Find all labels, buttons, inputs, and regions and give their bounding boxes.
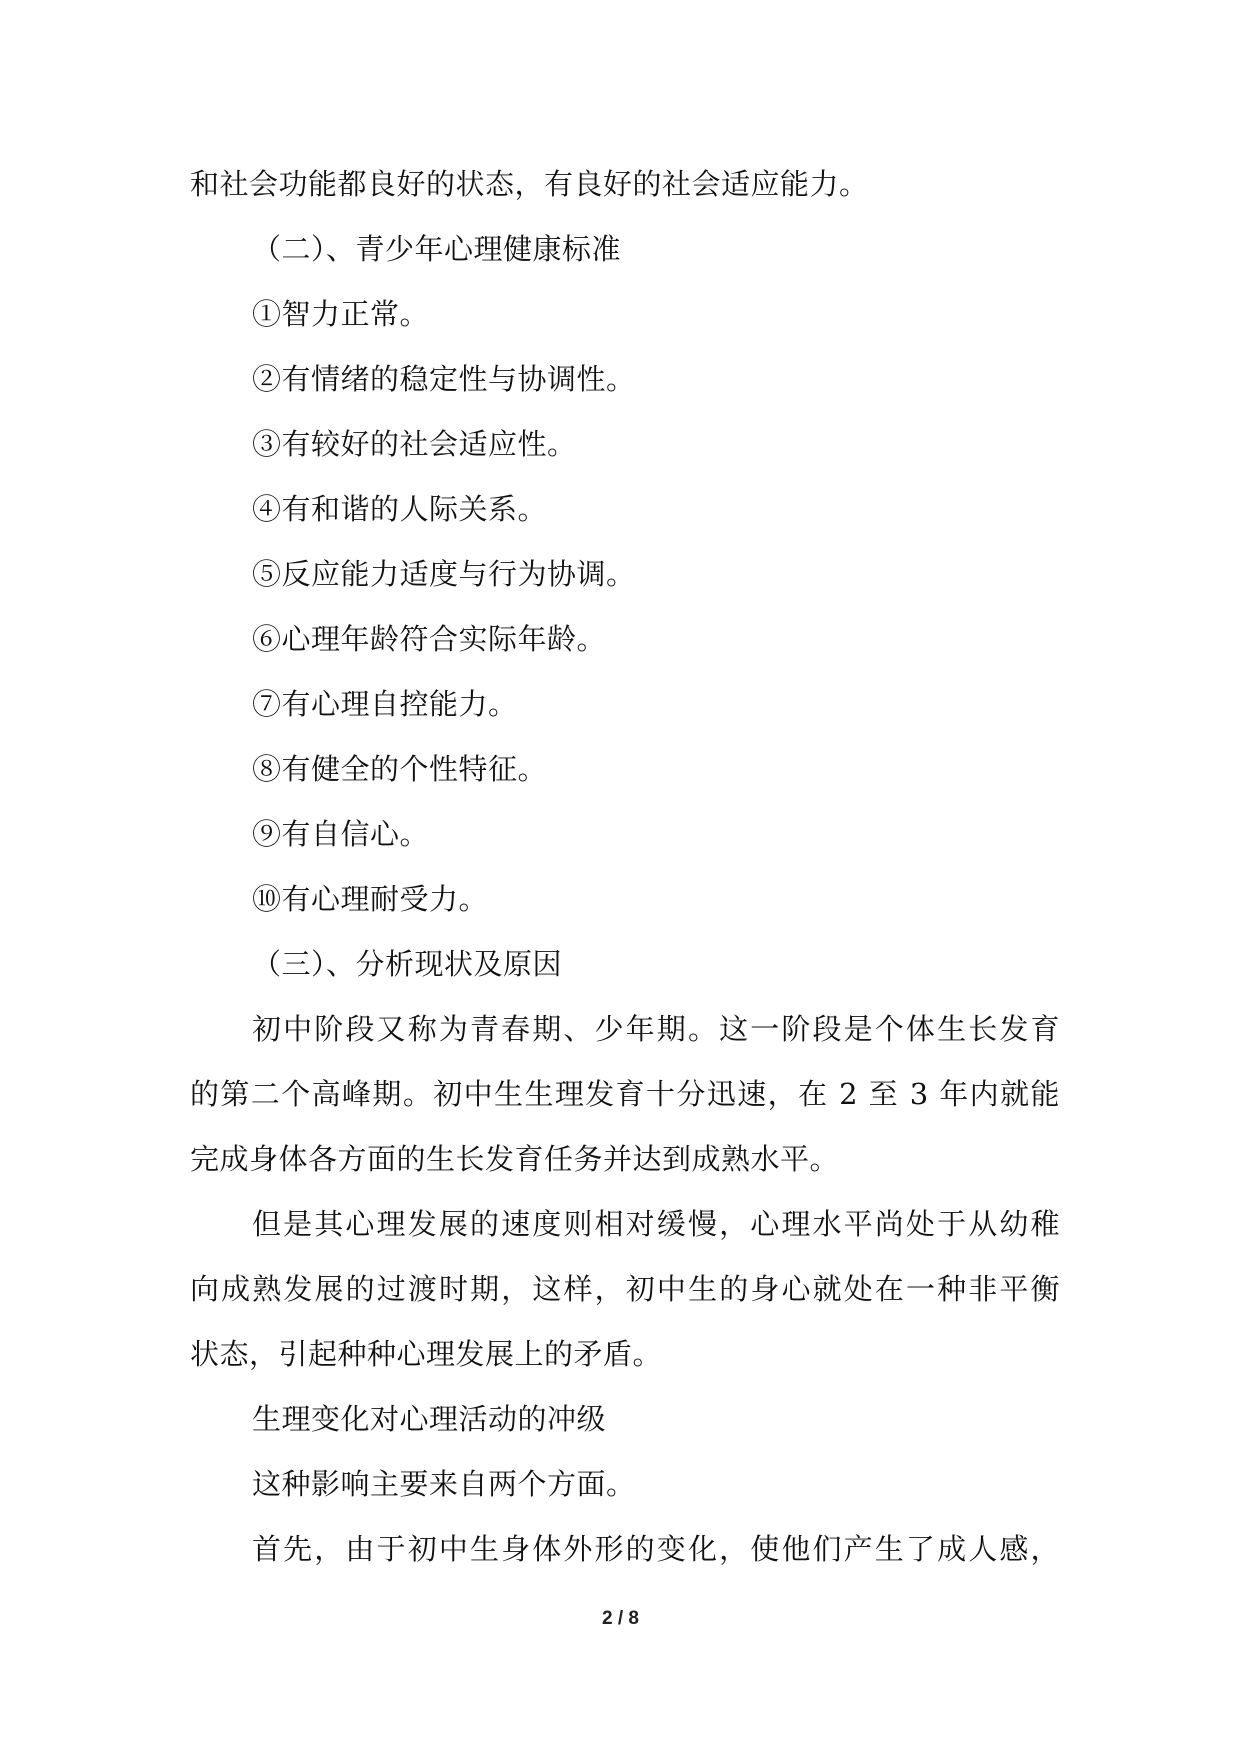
page-number: 2 / 8 [602,1608,639,1629]
paragraph-line: 向成熟发展的过渡时期，这样，初中生的身心就处在一种非平衡 [190,1272,1060,1306]
document-body [190,152,1060,1582]
paragraph-line: 但是其心理发展的速度则相对缓慢，心理水平尚处于从幼稚 [252,1207,1060,1241]
paragraph-line: 初中阶段又称为青春期、少年期。这一阶段是个体生长发育 [252,1012,1060,1046]
section-heading-2: （二）、青少年心理健康标准 [252,232,622,266]
text-line: 和社会功能都良好的状态，有良好的社会适应能力。 [190,167,869,201]
list-item: ③有较好的社会适应性。 [252,427,577,461]
paragraph-adolescence [190,997,1060,1192]
list-item: ⑧有健全的个性特征。 [252,752,548,786]
paragraph-psychology [190,1192,1060,1387]
list-item: ②有情绪的稳定性与协调性。 [252,362,636,396]
list-item: ①智力正常。 [252,297,430,331]
list-item: ⑩有心理耐受力。 [252,882,489,916]
paragraph-line: 完成身体各方面的生长发育任务并达到成熟水平。 [190,1142,840,1176]
list-item: ⑤反应能力适度与行为协调。 [252,557,636,591]
list-item: ④有和谐的人际关系。 [252,492,548,526]
paragraph-line: 状态，引起种种心理发展上的矛盾。 [190,1337,663,1371]
text-line: 首先，由于初中生身体外形的变化，使他们产生了成人感， [252,1532,1060,1566]
text-line: 这种影响主要来自两个方面。 [252,1467,636,1501]
paragraph-line: 的第二个高峰期。初中生生理发育十分迅速，在 2 至 3 年内就能 [190,1077,1060,1111]
list-item: ⑦有心理自控能力。 [252,687,518,721]
section-heading-3: （三）、分析现状及原因 [252,947,563,981]
list-item: ⑨有自信心。 [252,817,430,851]
list-item: ⑥心理年龄符合实际年龄。 [252,622,607,656]
subheading: 生理变化对心理活动的冲级 [252,1402,607,1436]
